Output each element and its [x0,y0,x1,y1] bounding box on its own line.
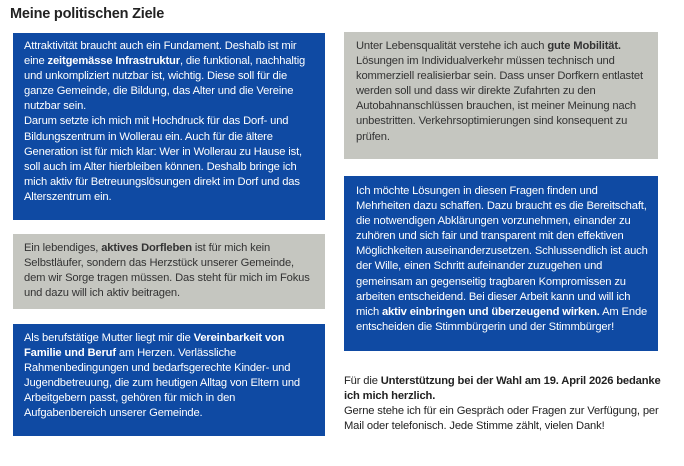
infrastruktur-text-start: Attraktivität braucht auch ein Fundament. Deshalb ist mir eine [24,40,297,68]
familie-highlight: Vereinbarkeit von Familie und Beruf [24,332,285,360]
mobilitaet-paragraph [356,39,648,145]
loesungen-text-end: Am Ende entscheiden die Stimmbürgerin und der Stimmbürger! [356,305,648,333]
infrastruktur-text-box [13,33,325,220]
infrastruktur-text-end: , die funktional, nachhaltig und unkompliziert nutzbar ist, wichtig. Diese soll für die ganze Gemeinde, die Bildung, das Alter und die Vereine nutzbar sein. [24,55,306,113]
loesungen-highlight: aktiv einbringen und überzeugend wirken. [381,305,600,318]
mobilitaet-text-start: Unter Lebensqualität verstehe ich auch [356,40,548,52]
infrastruktur-paragraph-2: Darum setzte ich mich mit Hochdruck für das Dorf- und Bildungszentrum in Wollerau ein. Auch für die ältere Generation ist für mich klar: Wer in Wollerau zu Hause ist, soll auch im Alter hierbleiben können. Deshalb bringe ich mich aktiv für Betreuungslösungen direkt im Dorf und das Alterszentrum ein. [24,115,302,203]
dorfleben-text-end: ist für mich kein Selbstläufer, sondern das Herzstück unserer Gemeinde, dem wir Sorge tragen müssen. Das steht für mich im Fokus und dazu will ich aktiv beitragen. [24,242,310,300]
loesungen-text-box [344,176,658,351]
dorfleben-text-start: Ein lebendiges, [24,242,102,254]
dank-text-block [344,374,664,444]
infrastruktur-paragraph-1 [24,39,315,114]
dorfleben-paragraph [24,241,315,301]
dorfleben-highlight: aktives Dorfleben [101,242,192,254]
mobilitaet-text-box [344,32,658,159]
familie-text-end: am Herzen. Verlässliche Rahmenbedingungen und bedarfsgerechte Kinder- und Jugendbetreuung, die zum heutigen Alltag von Eltern und Arbeitgebern passt, gehören für mich in den Aufgabenbereich unserer Gemeinde. [24,347,300,420]
mobilitaet-text-end: Lösungen im Individualverkehr müssen technisch und kommerziell realisierbar sein. Dass unser Dorfkern entlastet werden soll und dass wir direkte Zufahrten zu den Autobahnanschlüssen brauchen, ist meiner Meinung nach unbestritten. Verkehrsoptimierungen sind konsequent zu prüfen. [356,55,643,143]
dank-text-start: Für die [344,375,381,387]
familie-text-start: Als berufstätige Mutter liegt mir die [24,332,194,344]
loesungen-text-start: Ich möchte Lösungen in diesen Fragen finden und Mehrheiten dazu schaffen. Dazu braucht es die Bereitschaft, die notwendigen Abklärungen vorzunehmen, einander zu zuhören und sich fair und transparent mit den effektiven Möglichkeiten auseinanderzusetzen. Schlussendlich ist auch der Wille, einen Schritt aufeinander zuzugehen und gemeinsam an gegenseitig tragbaren Kompromissen zu arbeiten entscheidend. Bei dieser Arbeit kann und will ich mich [356,185,648,318]
page-title: Meine politischen Ziele [10,6,165,22]
dank-paragraph-1 [344,374,664,404]
mobilitaet-highlight: gute Mobilität. [547,40,621,52]
dank-paragraph-2: Gerne stehe ich für ein Gespräch oder Fragen zur Verfügung, per Mail oder telefonisch. Jede Stimme zählt, vielen Dank! [344,405,659,433]
familie-text-box [13,324,325,436]
loesungen-paragraph [356,184,648,335]
dorfleben-text-box [13,234,325,309]
familie-paragraph [24,331,315,422]
infrastruktur-highlight: zeitgemässe Infrastruktur [47,55,180,68]
dank-highlight: Unterstützung bei der Wahl am 19. April 2026 bedanke ich mich herzlich. [344,375,661,403]
